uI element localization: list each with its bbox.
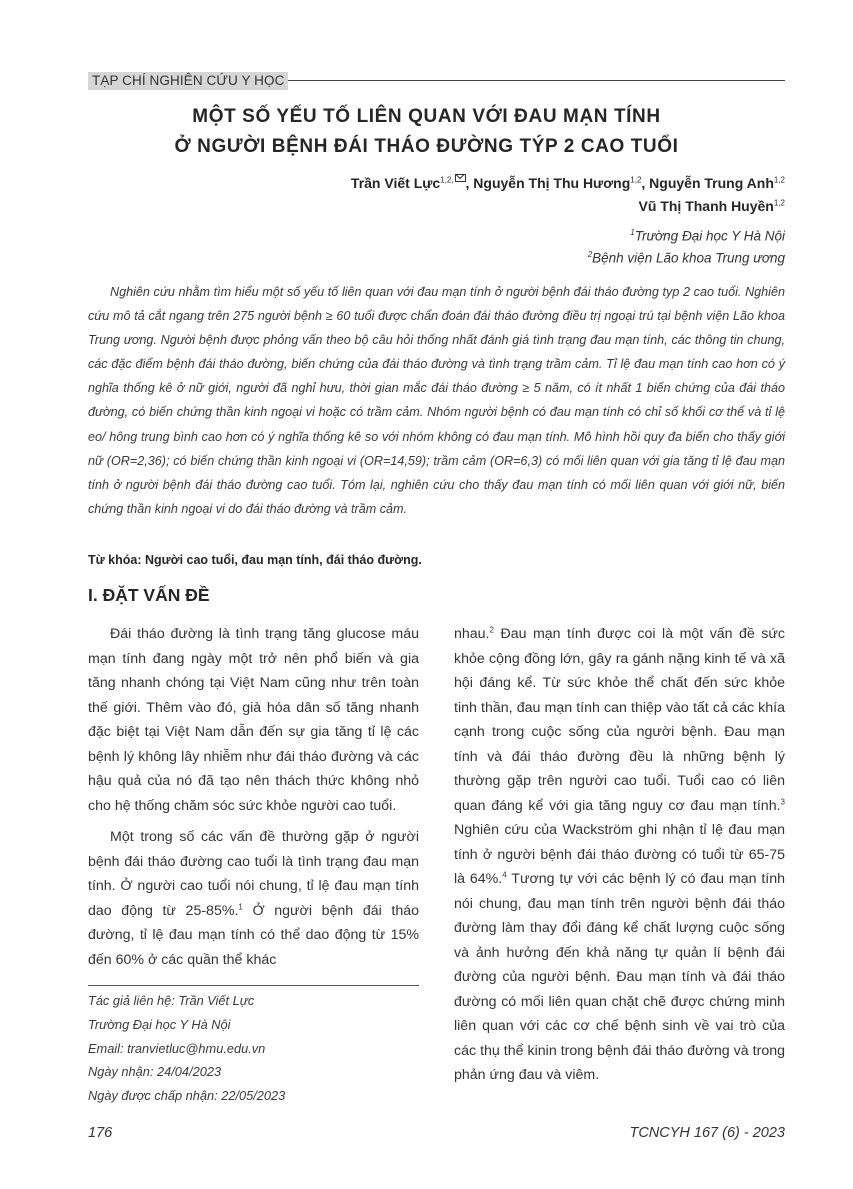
author-affil-sup: 1,2 (773, 198, 785, 208)
affiliation-text: Bệnh viện Lão khoa Trung ương (592, 250, 785, 266)
article-title-line-1: MỘT SỐ YẾU TỐ LIÊN QUAN VỚI ĐAU MẠN TÍNH (192, 106, 661, 127)
affiliation-sup: 1 (630, 228, 635, 237)
abstract: Nghiên cứu nhằm tìm hiểu một số yếu tố liên quan với đau mạn tính ở người bệnh đái tháo đường typ 2 cao tuổi. Nghiên cứu mô tả cắt ngang trên 275 người bệnh ≥ 60 tuổi được chẩn đoán đái tháo đường điều trị ngoại trú tại bệnh viện Lão khoa Trung ương. Người bệnh được phỏng vấn theo bộ câu hỏi thống nhất đánh giá tình trạng đau mạn tính, các thông tin chung, các đặc điểm bệnh đái tháo đường, biến chứng của đái tháo đường và tình trạng trầm cảm. Tỉ lệ đau mạn tính cao hơn có ý nghĩa thống kê ở nữ giới, người đã nghỉ hưu, thời gian mắc đái tháo đường ≥ 5 năm, có ít nhất 1 biến chứng của đái tháo đường, có biến chứng thần kinh ngoại vi hoặc có trầm cảm. Nhóm người bệnh có đau mạn tính có chỉ số khối cơ thể và tỉ lệ eo/ hông trung bình cao hơn có ý nghĩa thống kê so với nhóm không có đau mạn tính. Mô hình hồi quy đa biến cho thấy giới nữ (OR=2,36); có biến chứng thần kinh ngoại vi (OR=14,59); trầm cảm (OR=6,3) có mối liên quan với gia tăng tỉ lệ đau mạn tính ở người bệnh đái tháo đường cao tuổi. Tóm lại, nghiên cứu cho thấy đau mạn tính có mối liên quan với giới nữ, biến chứng thần kinh ngoại vi do đái tháo đường và trầm cảm. (88, 285, 785, 516)
envelope-icon (455, 174, 466, 182)
journal-reference: TCNCYH 167 (6) - 2023 (629, 1125, 785, 1141)
body-column-right (454, 622, 785, 1088)
paragraph-text: Một trong số các vấn đề thường gặp ở người bệnh đái tháo đường cao tuổi là tình trạng đau mạn tính. Ở người cao tuổi nói chung, tỉ lệ đau mạn tính dao động từ 25-85%. (88, 829, 419, 919)
footnote-institution: Trường Đại học Y Hà Nội (88, 1016, 231, 1032)
author-line-1 (351, 174, 785, 191)
citation-ref: 3 (780, 796, 785, 806)
affiliation-1 (630, 228, 785, 244)
footnotes (88, 989, 285, 1108)
author-name: , Nguyễn Trung Anh (641, 175, 774, 191)
footnote-accepted-date: Ngày được chấp nhận: 22/05/2023 (88, 1088, 286, 1104)
paragraph: Đái tháo đường là tình trạng tăng glucose máu mạn tính đang ngày một trở nên phổ biến và gia tăng nhanh chóng tại Việt Nam cũng như trên toàn thế giới. Thêm vào đó, già hóa dân số tăng nhanh đặc biệt tại Việt Nam dẫn đến sự gia tăng tỉ lệ các bệnh lý không lây nhiễm như đái tháo đường và các hậu quả của nó đã tạo nên thách thức không nhỏ cho hệ thống chăm sóc sức khỏe người cao tuổi. (88, 626, 419, 814)
author-affil-sup: 1,2, (440, 175, 454, 185)
author-name: Vũ Thị Thanh Huyền (638, 198, 774, 214)
citation-ref: 1 (238, 901, 243, 911)
paragraph-text: Ở người bệnh đái tháo đường, tỉ lệ đau mạn tính có thể dao động từ 15% đến 60% ở các quần thể khác (88, 902, 420, 968)
footnote-rule (88, 985, 419, 986)
paragraph (454, 622, 785, 1088)
paragraph-text: Nghiên cứu của Wackström ghi nhận tỉ lệ đau mạn tính ở người bệnh đái tháo đường có tuổi từ 65-75 là 64%. (454, 822, 785, 887)
affiliation-2 (588, 250, 785, 266)
paragraph (88, 825, 419, 972)
section-heading: I. ĐẶT VẤN ĐỀ (88, 585, 210, 605)
paragraph-text: nhau. (454, 626, 490, 642)
citation-ref: 2 (489, 625, 494, 635)
journal-label: TẠP CHÍ NGHIÊN CỨU Y HỌC (88, 72, 288, 90)
paragraph-text: Tương tự với các bệnh lý có đau mạn tính nói chung, đau mạn tính trên người bệnh đái tháo đường làm thay đổi đáng kể chất lượng cuộc sống và ảnh hưởng đến khả năng tự quản lí bệnh đái đường của người bệnh. Đau mạn tính và đái tháo đường có mối liên quan chặt chẽ được chứng minh liên quan với các cơ chế bệnh sinh về vai trò của các thụ thể kinin trong bệnh đái tháo đường và trong phản ứng đau và viêm. (454, 871, 785, 1083)
author-name: Trần Viết Lực (350, 175, 441, 191)
body-column-left (88, 622, 419, 972)
footnote-received-date: Ngày nhận: 24/04/2023 (88, 1064, 222, 1080)
footnote-corresponding-author: Tác giả liên hệ: Trần Viết Lực (88, 993, 255, 1008)
author-name: , Nguyễn Thị Thu Hương (465, 175, 631, 191)
article-title-line-2: Ở NGƯỜI BỆNH ĐÁI THÁO ĐƯỜNG TÝP 2 CAO TUỔI (174, 136, 679, 157)
journal-header (88, 72, 785, 90)
keywords: Từ khóa: Người cao tuổi, đau mạn tính, đái tháo đường. (88, 553, 422, 567)
paragraph-text: Đau mạn tính được coi là một vấn đề sức khỏe cộng đồng lớn, gây ra gánh nặng kinh tế và xã hội đáng kể. Từ sức khỏe thể chất đến sức khỏe tinh thần, đau mạn tính can thiệp vào tất cả các khía cạnh trong cuộc sống của người bệnh. Đau mạn tính và đái tháo đường đều là những bệnh lý thường gặp trên người cao tuổi. Tuổi cao có liên quan đáng kể với gia tăng nguy cơ đau mạn tính. (454, 626, 785, 814)
affiliation-sup: 2 (587, 250, 593, 259)
author-line-2 (639, 198, 785, 214)
author-affil-sup: 1,2 (773, 175, 785, 185)
page-number: 176 (88, 1125, 113, 1141)
affiliation-text: Trường Đại học Y Hà Nội (634, 228, 785, 244)
citation-ref: 4 (502, 870, 507, 880)
author-affil-sup: 1,2 (630, 175, 642, 185)
footnote-email: Email: tranvietluc@hmu.edu.vn (88, 1040, 266, 1056)
